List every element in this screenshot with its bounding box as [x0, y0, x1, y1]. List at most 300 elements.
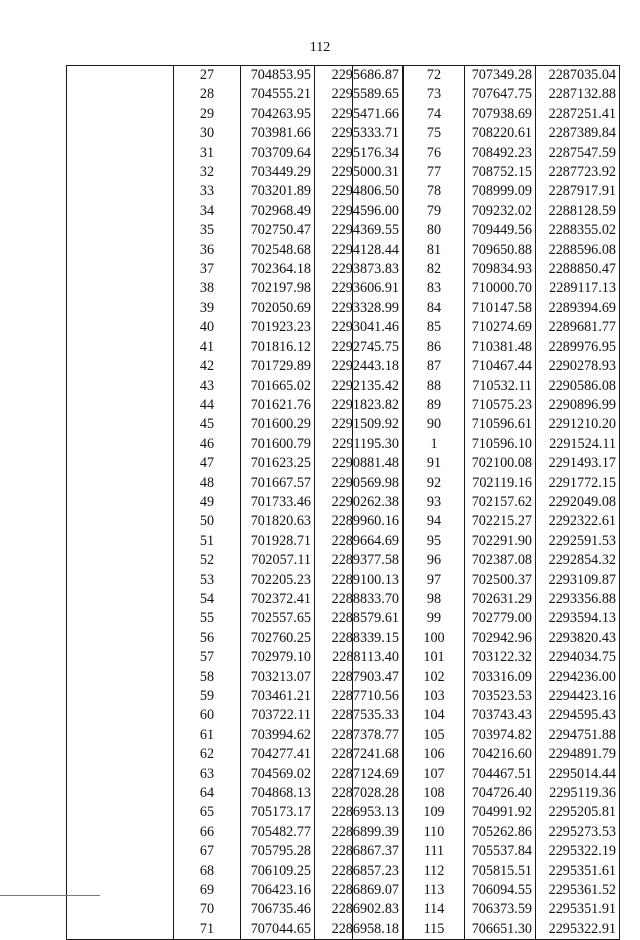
y-coordinate-cell: 2293820.43	[536, 629, 620, 648]
x-coordinate-cell: 704868.13	[241, 784, 315, 803]
blank-cell	[353, 163, 404, 182]
blank-cell	[67, 745, 174, 764]
point-number-cell: 82	[404, 260, 465, 279]
y-coordinate-cell: 2287547.59	[536, 144, 620, 163]
blank-cell	[353, 551, 404, 570]
blank-cell	[67, 900, 174, 919]
y-coordinate-cell: 2289681.77	[536, 318, 620, 337]
x-coordinate-cell: 710596.10	[465, 435, 536, 454]
y-coordinate-cell: 2294236.00	[536, 668, 620, 687]
y-coordinate-cell: 2287251.41	[536, 105, 620, 124]
x-coordinate-cell: 701623.25	[241, 454, 315, 473]
y-coordinate-cell: 2295351.61	[536, 862, 620, 881]
y-coordinate-cell: 2295333.71	[315, 124, 403, 143]
x-coordinate-cell: 701928.71	[241, 532, 315, 551]
x-coordinate-cell: 709449.56	[465, 221, 536, 240]
point-number-cell: 29	[174, 105, 241, 124]
blank-cell	[67, 260, 174, 279]
blank-cell	[67, 493, 174, 512]
blank-cell	[67, 920, 174, 940]
x-coordinate-cell: 705795.28	[241, 842, 315, 861]
point-number-cell: 104	[404, 706, 465, 725]
y-coordinate-cell: 2289377.58	[315, 551, 403, 570]
y-coordinate-cell: 2287378.77	[315, 726, 403, 745]
y-coordinate-cell: 2287903.47	[315, 668, 403, 687]
x-coordinate-cell: 707349.28	[465, 66, 536, 86]
point-number-cell: 63	[174, 765, 241, 784]
blank-cell	[67, 357, 174, 376]
point-number-cell: 80	[404, 221, 465, 240]
x-coordinate-cell: 701600.79	[241, 435, 315, 454]
blank-cell	[67, 415, 174, 434]
table-row	[353, 726, 620, 745]
blank-cell	[353, 571, 404, 590]
x-coordinate-cell: 702979.10	[241, 648, 315, 667]
x-coordinate-cell: 710000.70	[465, 279, 536, 298]
point-number-cell: 96	[404, 551, 465, 570]
table-row	[353, 474, 620, 493]
x-coordinate-cell: 706109.25	[241, 862, 315, 881]
point-number-cell: 90	[404, 415, 465, 434]
blank-cell	[67, 784, 174, 803]
table-row	[353, 687, 620, 706]
point-number-cell: 88	[404, 377, 465, 396]
x-coordinate-cell: 702119.16	[465, 474, 536, 493]
y-coordinate-cell: 2290896.99	[536, 396, 620, 415]
table-row	[353, 396, 620, 415]
point-number-cell: 50	[174, 512, 241, 531]
blank-cell	[67, 765, 174, 784]
x-coordinate-cell: 706735.46	[241, 900, 315, 919]
x-coordinate-cell: 703981.66	[241, 124, 315, 143]
point-number-cell: 44	[174, 396, 241, 415]
x-coordinate-cell: 710596.61	[465, 415, 536, 434]
x-coordinate-cell: 701729.89	[241, 357, 315, 376]
x-coordinate-cell: 706094.55	[465, 881, 536, 900]
point-number-cell: 87	[404, 357, 465, 376]
x-coordinate-cell: 702050.69	[241, 299, 315, 318]
x-coordinate-cell: 702500.37	[465, 571, 536, 590]
y-coordinate-cell: 2295273.53	[536, 823, 620, 842]
point-number-cell: 97	[404, 571, 465, 590]
point-number-cell: 48	[174, 474, 241, 493]
x-coordinate-cell: 701600.29	[241, 415, 315, 434]
y-coordinate-cell: 2289976.95	[536, 338, 620, 357]
table-row	[353, 648, 620, 667]
y-coordinate-cell: 2294128.44	[315, 241, 403, 260]
blank-cell	[353, 377, 404, 396]
x-coordinate-cell: 703709.64	[241, 144, 315, 163]
table-row	[353, 279, 620, 298]
point-number-cell: 110	[404, 823, 465, 842]
blank-cell	[353, 842, 404, 861]
y-coordinate-cell: 2292745.75	[315, 338, 403, 357]
blank-cell	[353, 396, 404, 415]
point-number-cell: 34	[174, 202, 241, 221]
x-coordinate-cell: 702157.62	[465, 493, 536, 512]
y-coordinate-cell: 2294891.79	[536, 745, 620, 764]
table-row	[353, 377, 620, 396]
blank-cell	[67, 512, 174, 531]
point-number-cell: 70	[174, 900, 241, 919]
y-coordinate-cell: 2289664.69	[315, 532, 403, 551]
y-coordinate-cell: 2295014.44	[536, 765, 620, 784]
y-coordinate-cell: 2291195.30	[315, 435, 403, 454]
x-coordinate-cell: 710274.69	[465, 318, 536, 337]
x-coordinate-cell: 701665.02	[241, 377, 315, 396]
point-number-cell: 30	[174, 124, 241, 143]
x-coordinate-cell: 703994.62	[241, 726, 315, 745]
x-coordinate-cell: 705482.77	[241, 823, 315, 842]
x-coordinate-cell: 702387.08	[465, 551, 536, 570]
table-row	[353, 512, 620, 531]
blank-cell	[67, 609, 174, 628]
blank-cell	[353, 823, 404, 842]
point-number-cell: 99	[404, 609, 465, 628]
y-coordinate-cell: 2291823.82	[315, 396, 403, 415]
blank-cell	[353, 124, 404, 143]
y-coordinate-cell: 2293328.99	[315, 299, 403, 318]
x-coordinate-cell: 703743.43	[465, 706, 536, 725]
table-row	[353, 571, 620, 590]
x-coordinate-cell: 701667.57	[241, 474, 315, 493]
point-number-cell: 42	[174, 357, 241, 376]
point-number-cell: 67	[174, 842, 241, 861]
y-coordinate-cell: 2291210.20	[536, 415, 620, 434]
x-coordinate-cell: 702631.29	[465, 590, 536, 609]
point-number-cell: 64	[174, 784, 241, 803]
y-coordinate-cell: 2289394.69	[536, 299, 620, 318]
y-coordinate-cell: 2294034.75	[536, 648, 620, 667]
blank-cell	[67, 551, 174, 570]
blank-cell	[353, 357, 404, 376]
x-coordinate-cell: 704853.95	[241, 66, 315, 86]
blank-cell	[353, 590, 404, 609]
x-coordinate-cell: 710532.11	[465, 377, 536, 396]
blank-cell	[67, 823, 174, 842]
point-number-cell: 49	[174, 493, 241, 512]
y-coordinate-cell: 2295322.19	[536, 842, 620, 861]
y-coordinate-cell: 2286899.39	[315, 823, 403, 842]
y-coordinate-cell: 2295205.81	[536, 803, 620, 822]
point-number-cell: 98	[404, 590, 465, 609]
point-number-cell: 58	[174, 668, 241, 687]
point-number-cell: 79	[404, 202, 465, 221]
blank-cell	[353, 629, 404, 648]
table-row	[353, 260, 620, 279]
table-row	[353, 823, 620, 842]
x-coordinate-cell: 702100.08	[465, 454, 536, 473]
x-coordinate-cell: 705537.84	[465, 842, 536, 861]
point-number-cell: 71	[174, 920, 241, 940]
y-coordinate-cell: 2290569.98	[315, 474, 403, 493]
y-coordinate-cell: 2286867.37	[315, 842, 403, 861]
x-coordinate-cell: 707647.75	[465, 85, 536, 104]
point-number-cell: 102	[404, 668, 465, 687]
blank-cell	[353, 474, 404, 493]
blank-cell	[353, 338, 404, 357]
y-coordinate-cell: 2288596.08	[536, 241, 620, 260]
y-coordinate-cell: 2290262.38	[315, 493, 403, 512]
point-number-cell: 32	[174, 163, 241, 182]
x-coordinate-cell: 710467.44	[465, 357, 536, 376]
blank-cell	[353, 881, 404, 900]
x-coordinate-cell: 702557.65	[241, 609, 315, 628]
blank-cell	[353, 144, 404, 163]
blank-cell	[67, 454, 174, 473]
x-coordinate-cell: 708752.15	[465, 163, 536, 182]
point-number-cell: 89	[404, 396, 465, 415]
y-coordinate-cell: 2286958.18	[315, 920, 403, 940]
y-coordinate-cell: 2290881.48	[315, 454, 403, 473]
x-coordinate-cell: 703523.53	[465, 687, 536, 706]
point-number-cell: 43	[174, 377, 241, 396]
x-coordinate-cell: 703722.11	[241, 706, 315, 725]
table-row	[353, 551, 620, 570]
y-coordinate-cell: 2292854.32	[536, 551, 620, 570]
x-coordinate-cell: 707044.65	[241, 920, 315, 940]
point-number-cell: 95	[404, 532, 465, 551]
blank-cell	[353, 454, 404, 473]
y-coordinate-cell: 2287124.69	[315, 765, 403, 784]
point-number-cell: 81	[404, 241, 465, 260]
point-number-cell: 27	[174, 66, 241, 86]
y-coordinate-cell: 2293606.91	[315, 279, 403, 298]
table-row	[353, 900, 620, 919]
point-number-cell: 61	[174, 726, 241, 745]
table-row	[353, 318, 620, 337]
y-coordinate-cell: 2289117.13	[536, 279, 620, 298]
y-coordinate-cell: 2286902.83	[315, 900, 403, 919]
bottom-rule	[0, 895, 100, 896]
blank-cell	[353, 66, 404, 86]
x-coordinate-cell: 702372.41	[241, 590, 315, 609]
x-coordinate-cell: 702291.90	[465, 532, 536, 551]
y-coordinate-cell: 2294596.00	[315, 202, 403, 221]
table-row	[353, 590, 620, 609]
x-coordinate-cell: 703449.29	[241, 163, 315, 182]
point-number-cell: 74	[404, 105, 465, 124]
page-number: 112	[309, 40, 331, 55]
y-coordinate-cell: 2293109.87	[536, 571, 620, 590]
y-coordinate-cell: 2287723.92	[536, 163, 620, 182]
table-row	[353, 299, 620, 318]
x-coordinate-cell: 706651.30	[465, 920, 536, 940]
table-row	[353, 745, 620, 764]
point-number-cell: 65	[174, 803, 241, 822]
blank-cell	[353, 726, 404, 745]
table-row	[353, 182, 620, 201]
blank-cell	[67, 144, 174, 163]
point-number-cell: 66	[174, 823, 241, 842]
table-row	[353, 881, 620, 900]
y-coordinate-cell: 2291772.15	[536, 474, 620, 493]
y-coordinate-cell: 2295322.91	[536, 920, 620, 940]
point-number-cell: 100	[404, 629, 465, 648]
x-coordinate-cell: 702364.18	[241, 260, 315, 279]
x-coordinate-cell: 703213.07	[241, 668, 315, 687]
x-coordinate-cell: 704555.21	[241, 85, 315, 104]
y-coordinate-cell: 2286953.13	[315, 803, 403, 822]
point-number-cell: 75	[404, 124, 465, 143]
x-coordinate-cell: 705815.51	[465, 862, 536, 881]
x-coordinate-cell: 701816.12	[241, 338, 315, 357]
point-number-cell: 54	[174, 590, 241, 609]
x-coordinate-cell: 704467.51	[465, 765, 536, 784]
point-number-cell: 38	[174, 279, 241, 298]
blank-cell	[67, 435, 174, 454]
blank-cell	[353, 609, 404, 628]
table-row	[353, 765, 620, 784]
y-coordinate-cell: 2292591.53	[536, 532, 620, 551]
y-coordinate-cell: 2289960.16	[315, 512, 403, 531]
point-number-cell: 94	[404, 512, 465, 531]
x-coordinate-cell: 702197.98	[241, 279, 315, 298]
y-coordinate-cell: 2293041.46	[315, 318, 403, 337]
y-coordinate-cell: 2291524.11	[536, 435, 620, 454]
x-coordinate-cell: 708492.23	[465, 144, 536, 163]
y-coordinate-cell: 2295176.34	[315, 144, 403, 163]
point-number-cell: 72	[404, 66, 465, 86]
blank-cell	[67, 862, 174, 881]
table-row	[353, 124, 620, 143]
y-coordinate-cell: 2291509.92	[315, 415, 403, 434]
x-coordinate-cell: 702942.96	[465, 629, 536, 648]
x-coordinate-cell: 701621.76	[241, 396, 315, 415]
table-row	[353, 706, 620, 725]
point-number-cell: 92	[404, 474, 465, 493]
blank-cell	[67, 202, 174, 221]
table-row	[353, 163, 620, 182]
point-number-cell: 60	[174, 706, 241, 725]
x-coordinate-cell: 703316.09	[465, 668, 536, 687]
y-coordinate-cell: 2288113.40	[315, 648, 403, 667]
x-coordinate-cell: 705173.17	[241, 803, 315, 822]
point-number-cell: 1	[404, 435, 465, 454]
y-coordinate-cell: 2293594.13	[536, 609, 620, 628]
point-number-cell: 106	[404, 745, 465, 764]
y-coordinate-cell: 2288850.47	[536, 260, 620, 279]
blank-cell	[353, 745, 404, 764]
blank-cell	[353, 920, 404, 940]
table-row	[353, 415, 620, 434]
x-coordinate-cell: 710381.48	[465, 338, 536, 357]
point-number-cell: 39	[174, 299, 241, 318]
point-number-cell: 46	[174, 435, 241, 454]
y-coordinate-cell: 2294369.55	[315, 221, 403, 240]
blank-cell	[353, 512, 404, 531]
point-number-cell: 77	[404, 163, 465, 182]
point-number-cell: 55	[174, 609, 241, 628]
y-coordinate-cell: 2292443.18	[315, 357, 403, 376]
blank-cell	[67, 105, 174, 124]
blank-cell	[353, 862, 404, 881]
blank-cell	[67, 474, 174, 493]
x-coordinate-cell: 702057.11	[241, 551, 315, 570]
point-number-cell: 103	[404, 687, 465, 706]
table-row	[353, 493, 620, 512]
blank-cell	[67, 241, 174, 260]
blank-cell	[67, 85, 174, 104]
table-row	[353, 609, 620, 628]
y-coordinate-cell: 2291493.17	[536, 454, 620, 473]
point-number-cell: 109	[404, 803, 465, 822]
x-coordinate-cell: 703974.82	[465, 726, 536, 745]
blank-cell	[67, 668, 174, 687]
blank-cell	[353, 279, 404, 298]
point-number-cell: 101	[404, 648, 465, 667]
point-number-cell: 33	[174, 182, 241, 201]
point-number-cell: 68	[174, 862, 241, 881]
table-row	[353, 338, 620, 357]
y-coordinate-cell: 2288579.61	[315, 609, 403, 628]
x-coordinate-cell: 710147.58	[465, 299, 536, 318]
blank-cell	[67, 629, 174, 648]
y-coordinate-cell: 2294806.50	[315, 182, 403, 201]
point-number-cell: 76	[404, 144, 465, 163]
y-coordinate-cell: 2287917.91	[536, 182, 620, 201]
point-number-cell: 53	[174, 571, 241, 590]
y-coordinate-cell: 2290278.93	[536, 357, 620, 376]
x-coordinate-cell: 702205.23	[241, 571, 315, 590]
y-coordinate-cell: 2288833.70	[315, 590, 403, 609]
table-row	[353, 920, 620, 940]
point-number-cell: 69	[174, 881, 241, 900]
blank-cell	[67, 881, 174, 900]
y-coordinate-cell: 2289100.13	[315, 571, 403, 590]
y-coordinate-cell: 2294423.16	[536, 687, 620, 706]
table-row	[353, 144, 620, 163]
y-coordinate-cell: 2294751.88	[536, 726, 620, 745]
blank-cell	[353, 765, 404, 784]
table-row	[353, 862, 620, 881]
y-coordinate-cell: 2287710.56	[315, 687, 403, 706]
blank-cell	[67, 124, 174, 143]
point-number-cell: 57	[174, 648, 241, 667]
y-coordinate-cell: 2295361.52	[536, 881, 620, 900]
x-coordinate-cell: 709650.88	[465, 241, 536, 260]
table-row	[353, 357, 620, 376]
blank-cell	[67, 299, 174, 318]
y-coordinate-cell: 2288128.59	[536, 202, 620, 221]
point-number-cell: 108	[404, 784, 465, 803]
x-coordinate-cell: 704263.95	[241, 105, 315, 124]
table-row	[353, 202, 620, 221]
point-number-cell: 51	[174, 532, 241, 551]
blank-cell	[67, 532, 174, 551]
point-number-cell: 37	[174, 260, 241, 279]
blank-cell	[67, 163, 174, 182]
x-coordinate-cell: 704216.60	[465, 745, 536, 764]
point-number-cell: 52	[174, 551, 241, 570]
point-number-cell: 47	[174, 454, 241, 473]
y-coordinate-cell: 2295351.91	[536, 900, 620, 919]
x-coordinate-cell: 701733.46	[241, 493, 315, 512]
y-coordinate-cell: 2293873.83	[315, 260, 403, 279]
y-coordinate-cell: 2288355.02	[536, 221, 620, 240]
point-number-cell: 36	[174, 241, 241, 260]
point-number-cell: 91	[404, 454, 465, 473]
point-number-cell: 40	[174, 318, 241, 337]
blank-cell	[67, 706, 174, 725]
y-coordinate-cell: 2292135.42	[315, 377, 403, 396]
y-coordinate-cell: 2286869.07	[315, 881, 403, 900]
blank-cell	[353, 105, 404, 124]
blank-cell	[353, 415, 404, 434]
x-coordinate-cell: 702968.49	[241, 202, 315, 221]
y-coordinate-cell: 2295119.36	[536, 784, 620, 803]
coordinate-table-right	[352, 65, 620, 940]
